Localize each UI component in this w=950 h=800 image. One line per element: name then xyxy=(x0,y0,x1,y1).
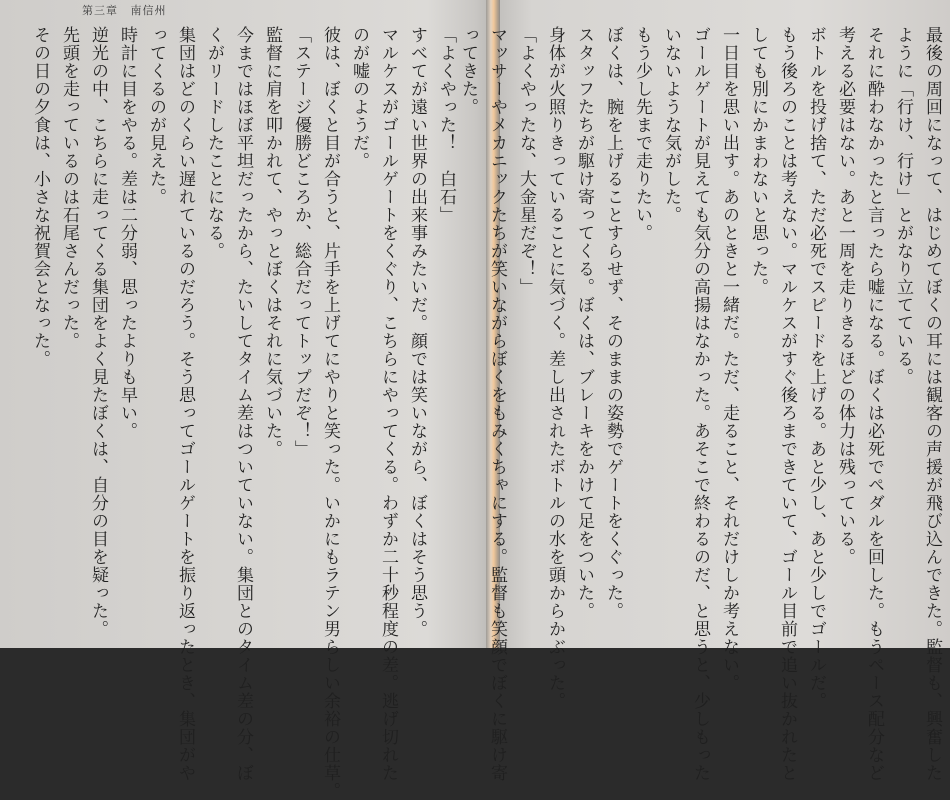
right-page xyxy=(458,0,950,782)
text-line: ボトルを投げ捨て、ただ必死でスピードを上げる。あと少し、あと少しでゴールだ。 xyxy=(806,26,826,710)
right-page-text xyxy=(453,26,946,782)
left-page-text xyxy=(25,26,460,800)
text-line: 「ステージ優勝どころか、総合だってトップだぞ！」 xyxy=(291,26,311,458)
text-line: マッサーやメカニックたちが笑いながらぼくをもみくちゃにする。監督も笑顔でぼくに駆け寄 xyxy=(487,26,507,782)
running-header xyxy=(82,2,175,18)
text-line: 最後の周回になって、はじめてぼくの耳には観客の声援が飛び込んできた。監督も、興奮した xyxy=(922,26,942,782)
text-line: もう少し先まで走りたい。 xyxy=(632,26,652,242)
text-line: ぼくは、腕を上げることすらせず、そのままの姿勢でゲートをくぐった。 xyxy=(603,26,623,620)
text-line: 一日目を思い出す。あのときと一緒だ。ただ、走ること、それだけしか考えない。 xyxy=(719,26,739,692)
text-line: 彼は、ぼくと目が合うと、片手を上げてにやりと笑った。いかにもラテン男らしい余裕の仕草。 xyxy=(320,26,340,800)
text-line: マルケスがゴールゲートをくぐり、こちらにやってくる。わずか二十秒程度の差。逃げ切れた xyxy=(378,26,398,782)
text-line: 今まではほぼ平坦だったから、たいしてタイム差はついていない。集団とのタイム差の分、ぼ xyxy=(233,26,253,782)
text-line: ように「行け、行け」とがなり立てている。 xyxy=(893,26,913,386)
text-line: 逆光の中、こちらに走ってくる集団をよく見たぼくは、自分の目を疑った。 xyxy=(88,26,108,638)
text-line: スタッフたちが駆け寄ってくる。ぼくは、ブレーキをかけて足をついた。 xyxy=(574,26,594,620)
text-line: それに酔わなかったと言ったら嘘になる。ぼくは必死でペダルを回した。もうペース配分など xyxy=(864,26,884,782)
text-line: ゴールゲートが見えても気分の高揚はなかった。あそこで終わるのだ、と思うと、少しもった xyxy=(690,26,710,782)
text-line: 集団はどのくらい遅れているのだろう。そう思ってゴールゲートを振り返ったとき、集団がや xyxy=(175,26,195,782)
chapter-label: 第三章 xyxy=(82,4,118,17)
text-line: 身体が火照りきっていることに気づく。差し出されたボトルの水を頭からかぶった。 xyxy=(545,26,565,710)
text-line: ってきた。 xyxy=(458,26,478,116)
text-line: 「よくやった！ 白石」 xyxy=(436,26,456,224)
text-line: 監督に肩を叩かれて、やっとぼくはそれに気づいた。 xyxy=(262,26,282,458)
text-line: 時計に目をやる。差は二分弱、思ったよりも早い。 xyxy=(117,26,137,440)
text-line: もう後ろのことは考えない。マルケスがすぐ後ろまできていて、ゴール目前で追い抜かれたと xyxy=(777,26,797,782)
text-line: のが嘘のようだ。 xyxy=(349,26,369,170)
text-line: その日の夕食は、小さな祝賀会となった。 xyxy=(30,26,50,368)
text-line: ってくるのが見えた。 xyxy=(146,26,166,206)
text-line: しても別にかまわないと思った。 xyxy=(748,26,768,296)
text-line: 先頭を走っているのは石尾さんだった。 xyxy=(59,26,79,350)
text-line: いないような気がした。 xyxy=(661,26,681,224)
text-line: 「よくやったな、大金星だぞ！」 xyxy=(516,26,536,296)
text-line: すべてが遠い世界の出来事みたいだ。顔では笑いながら、ぼくはそう思う。 xyxy=(407,26,427,638)
section-label: 南信州 xyxy=(130,4,167,17)
text-line: 考える必要はない。あと一周を走りきるほどの体力は残っている。 xyxy=(835,26,855,566)
text-line: くがリードしたことになる。 xyxy=(204,26,224,260)
